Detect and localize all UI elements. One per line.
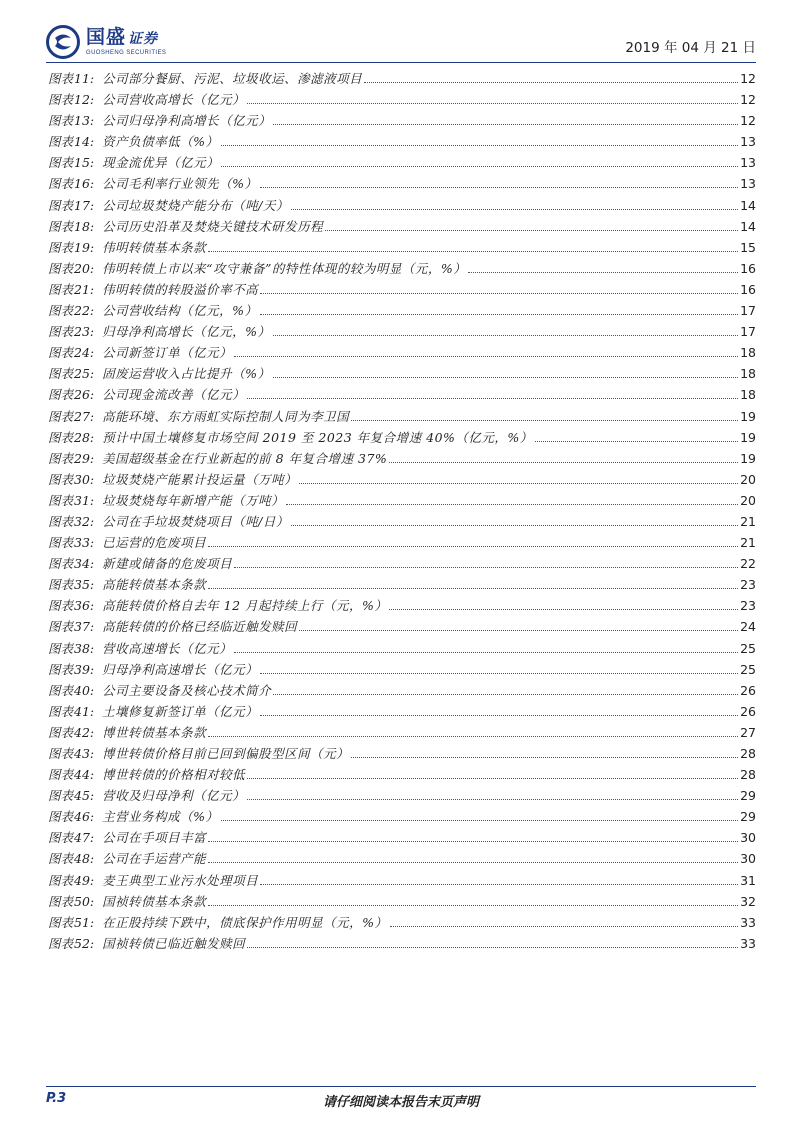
toc-figure-number: 16:: [74, 176, 95, 192]
toc-figure-number: 26:: [74, 387, 95, 403]
toc-figure-title: 公司营收高增长（亿元）: [102, 92, 246, 108]
toc-figure-number: 44:: [74, 767, 95, 783]
toc-dot-leader: [247, 799, 738, 800]
toc-entry[interactable]: [48, 238, 756, 259]
toc-dot-leader: [247, 778, 738, 779]
toc-figure-label: 图表: [48, 746, 74, 761]
toc-entry[interactable]: [48, 259, 756, 280]
toc-entry[interactable]: [48, 491, 756, 512]
toc-entry[interactable]: [48, 449, 756, 470]
toc-figure-label: 图表: [48, 767, 74, 783]
toc-figure-title: 国祯转债已临近触发赎回: [102, 935, 246, 951]
toc-figure-title: 垃圾焚烧每年新增产能（万吨）: [102, 492, 285, 508]
toc-page-number: 21: [740, 535, 756, 551]
toc-figure-title: 公司历史沿革及焚烧关键技术研发历程: [102, 218, 324, 234]
toc-dot-leader: [208, 546, 738, 547]
toc-figure-label: 图表: [48, 345, 74, 361]
toc-figure-title: 公司现金流改善（亿元）: [102, 387, 246, 403]
toc-figure-title: 营收及归母净利（亿元）: [102, 788, 246, 804]
toc-dot-leader: [389, 609, 738, 610]
toc-figure-number: 22:: [74, 303, 95, 319]
toc-entry[interactable]: [48, 639, 756, 660]
toc-figure-number: 33:: [74, 535, 95, 551]
toc-page-number: 28: [740, 767, 756, 783]
toc-entry[interactable]: [48, 617, 756, 638]
toc-dot-leader: [299, 483, 738, 484]
toc-page-number: 23: [740, 598, 756, 614]
toc-figure-title: 高能转债价格自去年 12 月起持续上行（元，%）: [102, 598, 388, 614]
toc-dot-leader: [299, 630, 738, 631]
toc-figure-number: 37:: [74, 619, 95, 635]
toc-entry[interactable]: [48, 322, 756, 343]
toc-figure-title: 公司在手运营产能: [102, 851, 207, 867]
toc-dot-leader: [273, 335, 739, 336]
toc-figure-label: 图表: [48, 556, 74, 572]
toc-figure-title: 高能环境、东方雨虹实际控制人同为李卫国: [102, 408, 350, 424]
company-logo: [46, 24, 166, 60]
toc-figure-number: 31:: [74, 492, 95, 508]
toc-figure-title: 归母净利高增长（亿元，%）: [102, 324, 271, 340]
toc-figure-number: 24:: [74, 345, 95, 361]
logo-english: GUOSHENG SECURITIES: [86, 50, 167, 56]
toc-dot-leader: [364, 82, 738, 83]
toc-figure-title: 博世转债价格目前已回到偏股型区间（元）: [102, 746, 350, 761]
toc-figure-label: 图表: [48, 113, 74, 129]
toc-figure-number: 41:: [74, 703, 95, 719]
toc-figure-label: 图表: [48, 830, 74, 846]
toc-figure-title: 博世转债基本条款: [102, 724, 207, 740]
toc-figure-label: 图表: [48, 535, 74, 551]
toc-page-number: 16: [740, 260, 756, 276]
toc-entry[interactable]: [48, 554, 756, 575]
toc-entry[interactable]: [48, 512, 756, 533]
toc-figure-number: 36:: [74, 598, 95, 614]
toc-page-number: 15: [740, 239, 756, 255]
toc-page-number: 22: [740, 556, 756, 572]
toc-page-number: 26: [740, 682, 756, 698]
toc-figure-title: 伟明转债上市以来“攻守兼备”的特性体现的较为明显（元，%）: [102, 260, 467, 276]
toc-dot-leader: [273, 377, 739, 378]
toc-figure-number: 25:: [74, 366, 95, 382]
toc-entry[interactable]: [48, 132, 756, 153]
toc-entry[interactable]: [48, 596, 756, 617]
toc-figure-title: 公司营收结构（亿元，%）: [102, 303, 258, 319]
toc-figure-number: 47:: [74, 830, 95, 846]
toc-page-number: 30: [740, 830, 756, 846]
toc-page-number: 14: [740, 197, 756, 213]
toc-figure-label: 图表: [48, 893, 74, 909]
toc-dot-leader: [390, 926, 739, 927]
toc-entry[interactable]: [48, 407, 756, 428]
toc-page-number: 17: [740, 324, 756, 340]
toc-figure-label: 图表: [48, 197, 74, 213]
toc-entry[interactable]: [48, 470, 756, 491]
toc-dot-leader: [260, 884, 738, 885]
toc-figure-title: 归母净利高速增长（亿元）: [102, 661, 259, 677]
toc-page-number: 12: [740, 71, 756, 86]
footer-divider: [46, 1086, 756, 1087]
logo-name: 国盛: [86, 26, 127, 48]
toc-figure-title: 营收高速增长（亿元）: [102, 640, 233, 656]
toc-dot-leader: [389, 462, 738, 463]
toc-figure-title: 公司在手项目丰富: [102, 830, 207, 846]
toc-dot-leader: [273, 124, 738, 125]
toc-figure-number: 45:: [74, 788, 95, 804]
toc-page-number: 19: [740, 408, 756, 424]
toc-page-number: 19: [740, 450, 756, 466]
toc-page-number: 20: [740, 492, 756, 508]
toc-page-number: 16: [740, 281, 756, 297]
toc-page-number: 13: [740, 134, 756, 150]
toc-figure-title: 土壤修复新签订单（亿元）: [102, 703, 259, 719]
toc-dot-leader: [221, 166, 738, 167]
toc-figure-label: 图表: [48, 92, 74, 108]
toc-page-number: 32: [740, 893, 756, 909]
toc-figure-number: 46:: [74, 809, 95, 825]
toc-entry[interactable]: [48, 702, 756, 723]
toc-dot-leader: [234, 356, 738, 357]
toc-figure-label: 图表: [48, 450, 74, 466]
toc-page-number: 25: [740, 661, 756, 677]
toc-figure-label: 图表: [48, 155, 74, 171]
toc-figure-number: 49:: [74, 872, 95, 888]
toc-figure-number: 18:: [74, 218, 95, 234]
toc-dot-leader: [234, 567, 738, 568]
toc-figure-title: 博世转债的价格相对较低: [102, 767, 246, 783]
toc-figure-title: 公司主要设备及核心技术简介: [102, 682, 272, 698]
toc-entry[interactable]: [48, 913, 756, 934]
toc-entry[interactable]: [48, 217, 756, 238]
toc-figure-number: 30:: [74, 471, 95, 487]
figure-list: [48, 69, 756, 955]
toc-figure-title: 现金流优异（亿元）: [102, 155, 220, 171]
toc-figure-label: 图表: [48, 619, 74, 635]
toc-figure-title: 高能转债基本条款: [102, 577, 207, 593]
toc-figure-title: 新建或储备的危废项目: [102, 556, 233, 572]
toc-entry[interactable]: [48, 343, 756, 364]
toc-figure-label: 图表: [48, 239, 74, 255]
toc-entry[interactable]: [48, 196, 756, 217]
toc-figure-number: 43:: [74, 746, 95, 761]
toc-figure-number: 38:: [74, 640, 95, 656]
toc-page-number: 13: [740, 176, 756, 192]
footer-disclaimer: 请仔细阅读本报告末页声明: [322, 1095, 479, 1110]
toc-dot-leader: [260, 715, 738, 716]
toc-figure-number: 28:: [74, 429, 95, 445]
toc-entry[interactable]: [48, 174, 756, 195]
toc-dot-leader: [234, 652, 738, 653]
toc-figure-label: 图表: [48, 809, 74, 825]
toc-entry[interactable]: [48, 681, 756, 702]
toc-page-number: 20: [740, 471, 756, 487]
toc-entry[interactable]: [48, 934, 756, 955]
toc-page-number: 14: [740, 218, 756, 234]
toc-dot-leader: [351, 757, 738, 758]
toc-figure-label: 图表: [48, 851, 74, 867]
toc-figure-title: 资产负债率低（%）: [102, 134, 219, 150]
toc-dot-leader: [260, 314, 739, 315]
toc-page-number: 33: [740, 935, 756, 951]
toc-figure-title: 预计中国土壤修复市场空间 2019 至 2023 年复合增速 40%（亿元，%）: [102, 429, 533, 445]
toc-entry[interactable]: [48, 364, 756, 385]
toc-figure-number: 32:: [74, 513, 95, 529]
toc-figure-label: 图表: [48, 788, 74, 804]
toc-figure-number: 13:: [74, 113, 95, 129]
toc-figure-title: 在正股持续下跌中，债底保护作用明显（元，%）: [102, 914, 388, 930]
toc-entry[interactable]: [48, 786, 756, 807]
toc-page-number: 25: [740, 640, 756, 656]
toc-figure-label: 图表: [48, 492, 74, 508]
toc-entry[interactable]: [48, 111, 756, 132]
toc-figure-title: 公司归母净利高增长（亿元）: [102, 113, 272, 129]
toc-figure-number: 35:: [74, 577, 95, 593]
toc-figure-label: 图表: [48, 71, 74, 86]
toc-figure-number: 12:: [74, 92, 95, 108]
toc-figure-label: 图表: [48, 661, 74, 677]
toc-page-number: 13: [740, 155, 756, 171]
toc-page-number: 18: [740, 366, 756, 382]
toc-dot-leader: [208, 862, 738, 863]
toc-dot-leader: [247, 398, 738, 399]
toc-page-number: 26: [740, 703, 756, 719]
toc-dot-leader: [286, 504, 738, 505]
toc-figure-label: 图表: [48, 935, 74, 951]
guosheng-logo-icon: [46, 25, 80, 59]
toc-entry[interactable]: [48, 385, 756, 406]
toc-figure-label: 图表: [48, 682, 74, 698]
header-divider: [46, 62, 756, 63]
toc-figure-label: 图表: [48, 640, 74, 656]
toc-figure-number: 17:: [74, 197, 95, 213]
toc-page-number: 29: [740, 788, 756, 804]
toc-entry[interactable]: [48, 765, 756, 786]
toc-figure-number: 50:: [74, 893, 95, 909]
toc-figure-label: 图表: [48, 387, 74, 403]
toc-figure-label: 图表: [48, 324, 74, 340]
toc-figure-number: 29:: [74, 450, 95, 466]
toc-figure-number: 14:: [74, 134, 95, 150]
toc-figure-label: 图表: [48, 724, 74, 740]
toc-figure-number: 42:: [74, 724, 95, 740]
toc-page-number: 18: [740, 345, 756, 361]
toc-page-number: 21: [740, 513, 756, 529]
toc-figure-number: 39:: [74, 661, 95, 677]
toc-page-number: 12: [740, 113, 756, 129]
toc-page-number: 18: [740, 387, 756, 403]
toc-figure-title: 主营业务构成（%）: [102, 809, 219, 825]
toc-entry[interactable]: [48, 807, 756, 828]
toc-entry[interactable]: [48, 428, 756, 449]
toc-figure-label: 图表: [48, 577, 74, 593]
toc-figure-title: 麦王典型工业污水处理项目: [102, 872, 259, 888]
toc-figure-label: 图表: [48, 260, 74, 276]
toc-figure-number: 21:: [74, 281, 95, 297]
toc-page-number: 23: [740, 577, 756, 593]
toc-entry[interactable]: [48, 90, 756, 111]
toc-figure-title: 公司在手垃圾焚烧项目（吨/日）: [102, 513, 289, 529]
toc-dot-leader: [208, 841, 738, 842]
toc-figure-label: 图表: [48, 513, 74, 529]
toc-figure-label: 图表: [48, 703, 74, 719]
toc-figure-title: 已运营的危废项目: [102, 535, 207, 551]
toc-figure-number: 20:: [74, 260, 95, 276]
toc-dot-leader: [273, 694, 738, 695]
toc-entry[interactable]: [48, 153, 756, 174]
toc-figure-number: 23:: [74, 324, 95, 340]
toc-page-number: 19: [740, 429, 756, 445]
toc-dot-leader: [468, 272, 738, 273]
toc-dot-leader: [221, 145, 739, 146]
toc-figure-title: 高能转债的价格已经临近触发赎回: [102, 619, 298, 635]
toc-figure-number: 40:: [74, 682, 95, 698]
toc-dot-leader: [247, 947, 738, 948]
toc-figure-title: 国祯转债基本条款: [102, 893, 207, 909]
toc-page-number: 12: [740, 92, 756, 108]
toc-dot-leader: [291, 525, 738, 526]
page-number: P.3: [46, 1091, 67, 1106]
toc-entry[interactable]: [48, 871, 756, 892]
logo-name-suffix: 证券: [128, 31, 159, 47]
toc-figure-number: 19:: [74, 239, 95, 255]
toc-entry[interactable]: [48, 301, 756, 322]
toc-dot-leader: [535, 441, 738, 442]
toc-figure-title: 伟明转债基本条款: [102, 239, 207, 255]
toc-entry[interactable]: [48, 533, 756, 554]
toc-figure-title: 垃圾焚烧产能累计投运量（万吨）: [102, 471, 298, 487]
toc-figure-title: 公司新签订单（亿元）: [102, 345, 233, 361]
toc-dot-leader: [208, 251, 738, 252]
toc-page-number: 17: [740, 303, 756, 319]
toc-dot-leader: [291, 209, 738, 210]
toc-figure-label: 图表: [48, 408, 74, 424]
toc-page-number: 27: [740, 724, 756, 740]
toc-figure-label: 图表: [48, 134, 74, 150]
toc-entry[interactable]: [48, 892, 756, 913]
toc-figure-title: 公司垃圾焚烧产能分布（吨/天）: [102, 197, 289, 213]
toc-entry[interactable]: [48, 849, 756, 870]
toc-dot-leader: [208, 905, 738, 906]
toc-entry[interactable]: [48, 69, 756, 90]
toc-figure-label: 图表: [48, 872, 74, 888]
toc-page-number: 28: [740, 746, 756, 761]
toc-entry[interactable]: [48, 575, 756, 596]
toc-figure-label: 图表: [48, 471, 74, 487]
toc-figure-number: 27:: [74, 408, 95, 424]
toc-figure-number: 15:: [74, 155, 95, 171]
toc-entry[interactable]: [48, 660, 756, 681]
toc-entry[interactable]: [48, 723, 756, 744]
report-date: 2019 年 04 月 21 日: [625, 40, 756, 56]
toc-dot-leader: [208, 588, 738, 589]
toc-figure-title: 固废运营收入占比提升（%）: [102, 366, 271, 382]
toc-dot-leader: [260, 673, 738, 674]
toc-figure-number: 34:: [74, 556, 95, 572]
toc-figure-title: 美国超级基金在行业新起的前 8 年复合增速 37%: [102, 450, 388, 466]
toc-figure-label: 图表: [48, 366, 74, 382]
toc-dot-leader: [247, 103, 738, 104]
toc-figure-label: 图表: [48, 598, 74, 614]
page-header: [46, 22, 756, 64]
toc-figure-label: 图表: [48, 176, 74, 192]
toc-figure-number: 52:: [74, 935, 95, 951]
toc-entry[interactable]: [48, 828, 756, 849]
toc-dot-leader: [260, 293, 738, 294]
toc-figure-title: 公司毛利率行业领先（%）: [102, 176, 258, 192]
toc-page-number: 31: [740, 872, 756, 888]
toc-dot-leader: [325, 230, 738, 231]
toc-entry[interactable]: [48, 744, 756, 765]
toc-dot-leader: [221, 820, 739, 821]
toc-dot-leader: [260, 187, 739, 188]
toc-figure-title: 伟明转债的转股溢价率不高: [102, 281, 259, 297]
toc-figure-number: 11:: [74, 71, 95, 86]
toc-figure-number: 51:: [74, 914, 95, 930]
toc-figure-label: 图表: [48, 429, 74, 445]
toc-page-number: 33: [740, 914, 756, 930]
toc-figure-label: 图表: [48, 281, 74, 297]
toc-figure-label: 图表: [48, 303, 74, 319]
toc-page-number: 29: [740, 809, 756, 825]
toc-page-number: 24: [740, 619, 756, 635]
toc-figure-number: 48:: [74, 851, 95, 867]
toc-entry[interactable]: [48, 280, 756, 301]
toc-figure-title: 公司部分餐厨、污泥、垃圾收运、渗滤液项目: [102, 71, 363, 86]
toc-figure-label: 图表: [48, 914, 74, 930]
toc-page-number: 30: [740, 851, 756, 867]
toc-dot-leader: [208, 736, 738, 737]
toc-dot-leader: [351, 420, 738, 421]
toc-figure-label: 图表: [48, 218, 74, 234]
